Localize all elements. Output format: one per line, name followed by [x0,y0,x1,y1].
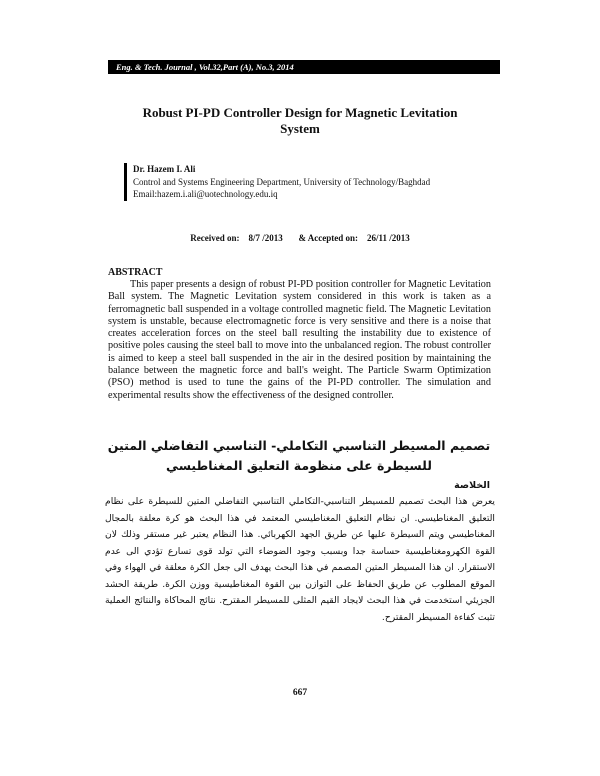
arabic-abstract-heading: الخلاصة [454,480,490,491]
received-label: Received on: [190,233,240,243]
abstract-text: This paper presents a design of robust PI-PD position controller for Magnetic Levitation Ball system. The Magnetic Levitation system considered in this work is taken as a ferromagnetic ball suspended in a voltage controlled magnetic field. The Magnetic Levitation system is unstable, because electromagnetic force is very sensitive and there is a noise that creates acceleration forces on the steel ball resulting the instability due to existence of positive poles causing the steel ball to move into the unbalanced region. The robust controller is aimed to keep a steel ball suspended in the air in the desired position by maintaining the balance between the magnetic force and ball's weight. The Particle Swarm Optimization (PSO) method is used to tune the gains of the PI-PD controller. The simulation and experimental results show the effectiveness of the designed controller. [108,279,491,401]
author-block [124,163,513,201]
page-number: 667 [292,688,308,698]
received-date: 8/7 /2013 [248,233,283,243]
accepted-date: 26/11 /2013 [367,233,410,243]
journal-citation: Eng. & Tech. Journal , Vol.32,Part (A), No.3, 2014 [116,62,294,72]
author-email: Email:hazem.i.ali@uotechnology.edu.iq [133,189,278,199]
author-affiliation: Control and Systems Engineering Department, University of Technology/Baghdad [133,176,431,187]
journal-header-bar [108,60,500,74]
accepted-label: & Accepted on: [298,233,358,243]
arabic-title: تصميم المسيطر التناسبي التكاملي- التناسبي التفاضلي المتين للسيطرة على منظومة التعليق المغناطيسي [107,438,491,473]
submission-dates [0,233,600,243]
abstract-heading: ABSTRACT [108,267,163,278]
author-name: Dr. Hazem I. Ali [133,164,196,174]
paper-title: Robust PI-PD Controller Design for Magnetic Levitation System [142,105,458,136]
arabic-abstract-text: يعرض هذا البحث تصميم للمسيطر التناسبي-التكاملي التناسبي التفاضلي المتين للسيطرة على نظام التعليق المغناطيسي. ان نظام التعليق المغناطيسي المعتمد في هذا البحث هو كرة معلقة بالمجال المغناطيسي ويتم السيطرة عليها عن طريق الجهد الكهربائي. هذا النظام يعتبر غير مستقر وذلك لان القوة الكهرومغناطيسية حساسة جدا وبسبب وجود الضوضاء التي تولد قوى تسارع تؤدي الى عدم الاستقرار. ان هذا المسيطر المتين المصمم في هذا البحث يهدف الى جعل الكرة معلقة في الهواء وفي الموقع المطلوب عن طريق الحفاظ على التوازن بين القوة المغناطيسية ووزن الكرة. طريقة الحشد الجزيئي استخدمت في هذا البحث لايجاد القيم المثلى للمسيطر المقترح. نتائج المحاكاة والنتائج العملية تثبت كفاءة المسيطر المقترح. [105,496,495,623]
